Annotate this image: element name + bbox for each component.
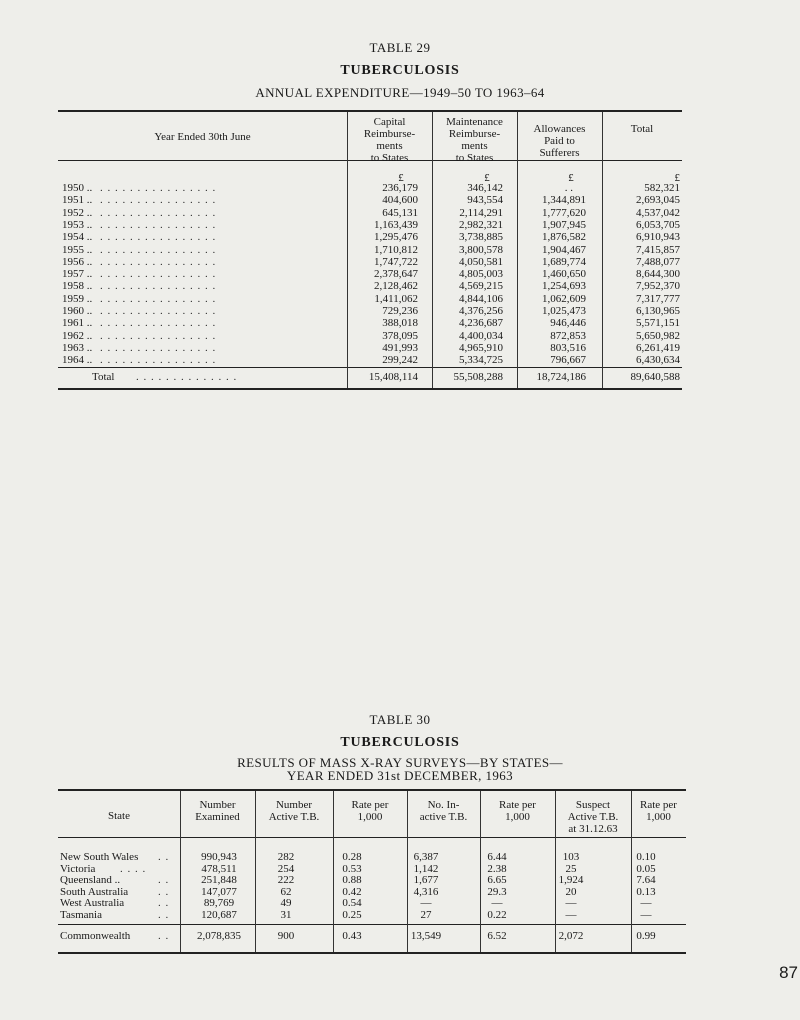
table30-leader-dots: . . — [158, 930, 170, 942]
table29-row-year: 1963 .. — [62, 341, 93, 354]
table30-leader-dots: . . — [158, 897, 170, 910]
table30-cell-active: 31 — [280, 909, 292, 921]
table30-cell-inactive: 27 — [420, 909, 432, 921]
table29-header-c3: Paid to — [544, 135, 575, 147]
table29-cell-allowances: 1,689,774 — [542, 255, 586, 268]
table29-row-year: 1957 .. — [62, 268, 93, 281]
table30-bottom-rule — [58, 952, 686, 954]
table29-cell-allowances: 1,254,693 — [542, 280, 586, 293]
table29-currency-symbol: £ — [484, 172, 490, 184]
table30-cell-rate1: 0.54 — [342, 897, 362, 910]
table29-header-c2: ments — [461, 140, 488, 152]
table29-cell-allowances: 872,853 — [550, 329, 586, 342]
table30-cell-rate1: 0.42 — [342, 885, 362, 898]
table29-cell-allowances: 796,667 — [550, 354, 586, 367]
table30-title: TUBERCULOSIS — [340, 735, 460, 750]
table29-leader-dots: . . . . . . . . . . . . . . . . — [100, 268, 217, 281]
table29-leader-dots: . . . . . . . . . . . . . . . . — [100, 280, 217, 293]
table30-cell-suspect: 20 — [565, 885, 577, 898]
table29-cell-total: 7,415,857 — [636, 243, 680, 256]
table30-cell-suspect: — — [565, 909, 577, 921]
table29-col-divider — [602, 112, 603, 388]
table29-cell-capital: 378,095 — [382, 329, 418, 342]
table29-cell-capital: 645,131 — [382, 206, 418, 219]
table30-cell-suspect: 1,924 — [558, 874, 584, 887]
table30-cell-rate3: 0.05 — [636, 862, 656, 875]
table30-header-c1: Examined — [195, 811, 240, 823]
table29-row-year: 1958 .. — [62, 280, 93, 293]
table29-cell-total: 8,644,300 — [636, 268, 680, 281]
table30-header-c7: Rate per — [640, 799, 677, 811]
table29-cell-allowances: 803,516 — [550, 341, 586, 354]
table29-row-year: 1950 .. — [62, 182, 93, 194]
table29-cell-maintenance: 4,805,003 — [459, 268, 503, 281]
table30-total-label: Commonwealth — [60, 930, 131, 942]
table30-cell-examined: 251,848 — [201, 874, 237, 887]
table29-leader-dots: . . . . . . . . . . . . . . . . — [100, 182, 217, 194]
table29-cell-maintenance: 4,844,106 — [459, 292, 503, 305]
table30-cell-inactive: 6,387 — [413, 851, 439, 863]
table30-total-active: 900 — [277, 930, 295, 942]
table29-row-year: 1954 .. — [62, 231, 93, 244]
table30-cell-examined: 89,769 — [203, 897, 235, 910]
table29-row-year: 1964 .. — [62, 354, 93, 367]
table29-leader-dots: . . . . . . . . . . . . . . . . — [100, 341, 217, 354]
table29-cell-capital: 236,179 — [382, 182, 418, 194]
table30-row-state: Victoria — [60, 862, 96, 875]
table29-cell-allowances: 1,062,609 — [542, 292, 586, 305]
table30-row-state: West Australia — [60, 897, 125, 910]
table30-row-state: South Australia — [60, 885, 129, 898]
table30-cell-examined: 478,511 — [201, 862, 237, 875]
table29-cell-allowances: 1,460,650 — [542, 268, 586, 281]
table29-cell-maintenance: 4,236,687 — [459, 317, 503, 330]
page-number: 87 — [779, 963, 798, 982]
table30-subtitle-line1: RESULTS OF MASS X-RAY SURVEYS—BY STATES— — [237, 755, 563, 770]
table30-cell-rate2: 29.3 — [487, 885, 507, 898]
table29-cell-capital: 2,378,647 — [374, 268, 418, 281]
table29-leader-dots: . . . . . . . . . . . . . . . . — [100, 305, 217, 317]
table29-row-year: 1955 .. — [62, 243, 93, 256]
table29-cell-allowances: 1,777,620 — [542, 206, 586, 219]
table29-header-c1: to States — [370, 152, 409, 164]
table29-cell-capital: 388,018 — [382, 317, 418, 330]
table29-header-c2: Reimburse- — [448, 128, 501, 140]
table30-header-c6: Suspect — [575, 799, 611, 811]
table29-total-capital: 15,408,114 — [368, 371, 418, 383]
table29-header-c4: Total — [630, 123, 654, 135]
table29-total-rule — [58, 367, 682, 368]
table29-row-year: 1956 .. — [62, 255, 93, 268]
table29-header-c2: Maintenance — [446, 116, 503, 128]
table29-leader-dots: . . . . . . . . . . . . . . . . — [100, 243, 217, 256]
table29-row-year: 1961 .. — [62, 317, 93, 330]
table29-total-maintenance: 55,508,288 — [453, 371, 503, 383]
table29-cell-maintenance: 4,050,581 — [459, 255, 503, 268]
table29-header-c1: Reimburse- — [363, 128, 416, 140]
table29-row-year: 1952 .. — [62, 206, 93, 219]
table30-header-c1: Number — [199, 799, 236, 811]
table29-cell-capital: 491,993 — [382, 341, 418, 354]
table29-cell-total: 7,317,777 — [636, 292, 680, 305]
table29-leader-dots: . . . . . . . . . . . . . . . . — [100, 292, 217, 305]
table29-currency-symbol: £ — [674, 172, 680, 184]
table29-cell-maintenance: 3,800,578 — [459, 243, 503, 256]
table30-cell-rate2: — — [491, 897, 503, 910]
table29-currency-symbol: £ — [568, 172, 574, 184]
table30-cell-examined: 990,943 — [201, 851, 237, 863]
table30-total-rate3: 0.99 — [636, 930, 656, 942]
table30-cell-suspect: — — [565, 897, 577, 910]
table29-cell-maintenance: 943,554 — [467, 194, 503, 207]
table30-total-suspect: 2,072 — [558, 930, 584, 942]
table29-leader-dots: . . . . . . . . . . . . . . . . — [100, 329, 217, 342]
table29-label: TABLE 29 — [369, 40, 431, 55]
table30-cell-rate3: — — [640, 897, 652, 910]
table30-cell-suspect: 25 — [565, 862, 577, 875]
table30-subtitle-line2: YEAR ENDED 31st DECEMBER, 1963 — [286, 768, 514, 783]
table30-row-state: Tasmania — [60, 909, 102, 921]
table29-cell-allowances: 1,904,467 — [542, 243, 586, 256]
table30-cell-active: 222 — [277, 874, 295, 887]
table29-cell-total: 6,130,965 — [636, 305, 680, 317]
table30-header-c3: 1,000 — [357, 811, 383, 823]
table29-total-label: Total — [92, 371, 115, 383]
table29-cell-total: 6,053,705 — [636, 218, 680, 231]
table29-cell-capital: 1,411,062 — [374, 292, 418, 305]
table29-cell-total: 5,650,982 — [636, 329, 680, 342]
table29-cell-maintenance: 2,114,291 — [459, 206, 503, 219]
table30-total-examined: 2,078,835 — [197, 930, 241, 942]
table29-cell-maintenance: 4,569,215 — [459, 280, 503, 293]
table30-cell-rate1: 0.88 — [342, 874, 362, 887]
table30-header-c6: at 31.12.63 — [568, 823, 618, 835]
table29-cell-total: 6,910,943 — [636, 231, 680, 244]
table30-header-c5: Rate per — [499, 799, 536, 811]
table30-total-inactive: 13,549 — [410, 930, 442, 942]
table30-header-c4: active T.B. — [419, 811, 468, 823]
table29-cell-capital: 729,236 — [382, 305, 418, 317]
table29-cell-capital: 1,295,476 — [374, 231, 418, 244]
table29-top-rule — [58, 110, 682, 112]
table30-cell-active: 49 — [280, 897, 292, 910]
table30-header-c5: 1,000 — [505, 811, 530, 823]
table29-cell-capital: 1,710,812 — [374, 243, 418, 256]
table30-header-rule — [58, 837, 686, 838]
table29-header-c3: Sufferers — [539, 147, 580, 159]
table30-row-state: Queensland .. — [60, 874, 121, 887]
table30-leader-dots: . . — [158, 909, 170, 921]
table30-cell-rate2: 0.22 — [487, 909, 507, 921]
table29-cell-capital: 404,600 — [382, 194, 418, 207]
table29-header-year: Year Ended 30th June — [154, 131, 251, 143]
table30-cell-active: 254 — [277, 862, 295, 875]
table30-cell-rate1: 0.28 — [342, 851, 362, 863]
table29-row-year: 1962 .. — [62, 329, 93, 342]
table29-cell-total: 6,430,634 — [636, 354, 680, 367]
table30-cell-inactive: 1,677 — [413, 874, 439, 887]
table30-cell-suspect: 103 — [562, 851, 580, 863]
table30-leader-dots: . . — [158, 874, 170, 887]
table30-cell-active: 282 — [277, 851, 295, 863]
table29-cell-maintenance: 3,738,885 — [459, 231, 503, 244]
table29-cell-maintenance: 346,142 — [467, 182, 503, 194]
table29-leader-dots: . . . . . . . . . . . . . . . . — [100, 231, 217, 244]
table29-cell-capital: 2,128,462 — [374, 280, 418, 293]
table29-header-c1: ments — [376, 140, 403, 152]
table29-cell-total: 6,261,419 — [636, 341, 680, 354]
table30-header-c6: Active T.B. — [567, 811, 619, 823]
table30-cell-inactive: 1,142 — [413, 862, 439, 875]
table29-total-allowances: 18,724,186 — [536, 371, 586, 383]
table29-cell-total: 2,693,045 — [636, 194, 680, 207]
table30-cell-active: 62 — [280, 885, 292, 898]
table29-cell-maintenance: 4,965,910 — [459, 341, 503, 354]
table29-cell-total: 4,537,042 — [636, 206, 680, 219]
table29-cell-maintenance: 4,376,256 — [459, 305, 503, 317]
table29-cell-maintenance: 4,400,034 — [459, 329, 503, 342]
table30-cell-rate2: 6.44 — [487, 851, 507, 863]
table29-cell-capital: 1,163,439 — [374, 218, 418, 231]
table30-cell-rate2: 6.65 — [487, 874, 507, 887]
table30-total-rate1: 0.43 — [342, 930, 362, 942]
table29-row-year: 1951 .. — [62, 194, 93, 207]
table29-cell-allowances: . . — [564, 182, 573, 194]
table29-cell-allowances: 946,446 — [550, 317, 586, 330]
table30-cell-rate3: 0.13 — [636, 885, 656, 898]
table30-cell-inactive: — — [420, 897, 432, 910]
table29-cell-allowances: 1,907,945 — [542, 218, 586, 231]
table29-row-year: 1953 .. — [62, 218, 93, 231]
table30-row-state: New South Wales — [60, 851, 139, 863]
table30-cell-rate3: — — [640, 909, 652, 921]
table29-leader-dots: . . . . . . . . . . . . . . — [136, 371, 238, 383]
table30-header-c7: 1,000 — [646, 811, 671, 823]
table30-cell-rate2: 2.38 — [487, 862, 507, 875]
table30-top-rule — [58, 789, 686, 791]
table29-leader-dots: . . . . . . . . . . . . . . . . — [100, 255, 217, 268]
table29-row-year: 1959 .. — [62, 292, 93, 305]
table29-cell-allowances: 1,876,582 — [542, 231, 586, 244]
table29-cell-capital: 1,747,722 — [374, 255, 418, 268]
table30-total-rate2: 6.52 — [487, 930, 507, 942]
table29-cell-total: 7,952,370 — [636, 280, 680, 293]
table29-bottom-rule — [58, 388, 682, 390]
table29-leader-dots: . . . . . . . . . . . . . . . . — [100, 194, 217, 207]
table30-cell-rate3: 7.64 — [636, 874, 656, 887]
table29-cell-maintenance: 5,334,725 — [459, 354, 503, 367]
table30-cell-rate1: 0.25 — [342, 909, 362, 921]
table30-cell-examined: 120,687 — [201, 909, 237, 921]
table29-header-c1: Capital — [373, 116, 406, 128]
table29-cell-total: 5,571,151 — [636, 317, 680, 330]
table29-currency-symbol: £ — [398, 172, 404, 184]
table29-leader-dots: . . . . . . . . . . . . . . . . — [100, 354, 217, 367]
table29-leader-dots: . . . . . . . . . . . . . . . . — [100, 317, 217, 330]
table30-label: TABLE 30 — [369, 712, 431, 727]
table29-header-c3: Allowances — [533, 123, 586, 135]
table29-cell-maintenance: 2,982,321 — [459, 218, 503, 231]
table29-row-year: 1960 .. — [62, 305, 93, 317]
table30-total-rule — [58, 924, 686, 925]
table29-header-c2: to States — [455, 152, 494, 164]
table30-header-c2: Active T.B. — [268, 811, 320, 823]
table30-header-c2: Number — [275, 799, 313, 811]
table30-header-c4: No. In- — [427, 799, 460, 811]
table29-cell-total: 582,321 — [644, 182, 680, 194]
table29-title: TUBERCULOSIS — [340, 63, 460, 78]
table29-cell-allowances: 1,025,473 — [542, 305, 586, 317]
table29-total-total: 89,640,588 — [630, 371, 680, 383]
table30-leader-dots: . . — [158, 885, 170, 898]
table30-header-state: State — [108, 810, 130, 822]
table30-cell-rate1: 0.53 — [342, 862, 362, 875]
table30-leader-dots: . . — [158, 851, 170, 863]
table29-cell-capital: 299,242 — [382, 354, 418, 367]
table30-leader-dots: . . . . — [120, 862, 147, 875]
table29-cell-total: 7,488,077 — [636, 255, 680, 268]
table29-subtitle: ANNUAL EXPENDITURE—1949–50 TO 1963–64 — [255, 85, 545, 100]
table30-cell-examined: 147,077 — [201, 885, 237, 898]
table30-cell-rate3: 0.10 — [636, 851, 656, 863]
table30-header-c3: Rate per — [351, 799, 389, 811]
table29-leader-dots: . . . . . . . . . . . . . . . . — [100, 206, 217, 219]
table30-cell-inactive: 4,316 — [413, 885, 439, 898]
table29-leader-dots: . . . . . . . . . . . . . . . . — [100, 218, 217, 231]
table29-cell-allowances: 1,344,891 — [542, 194, 586, 207]
